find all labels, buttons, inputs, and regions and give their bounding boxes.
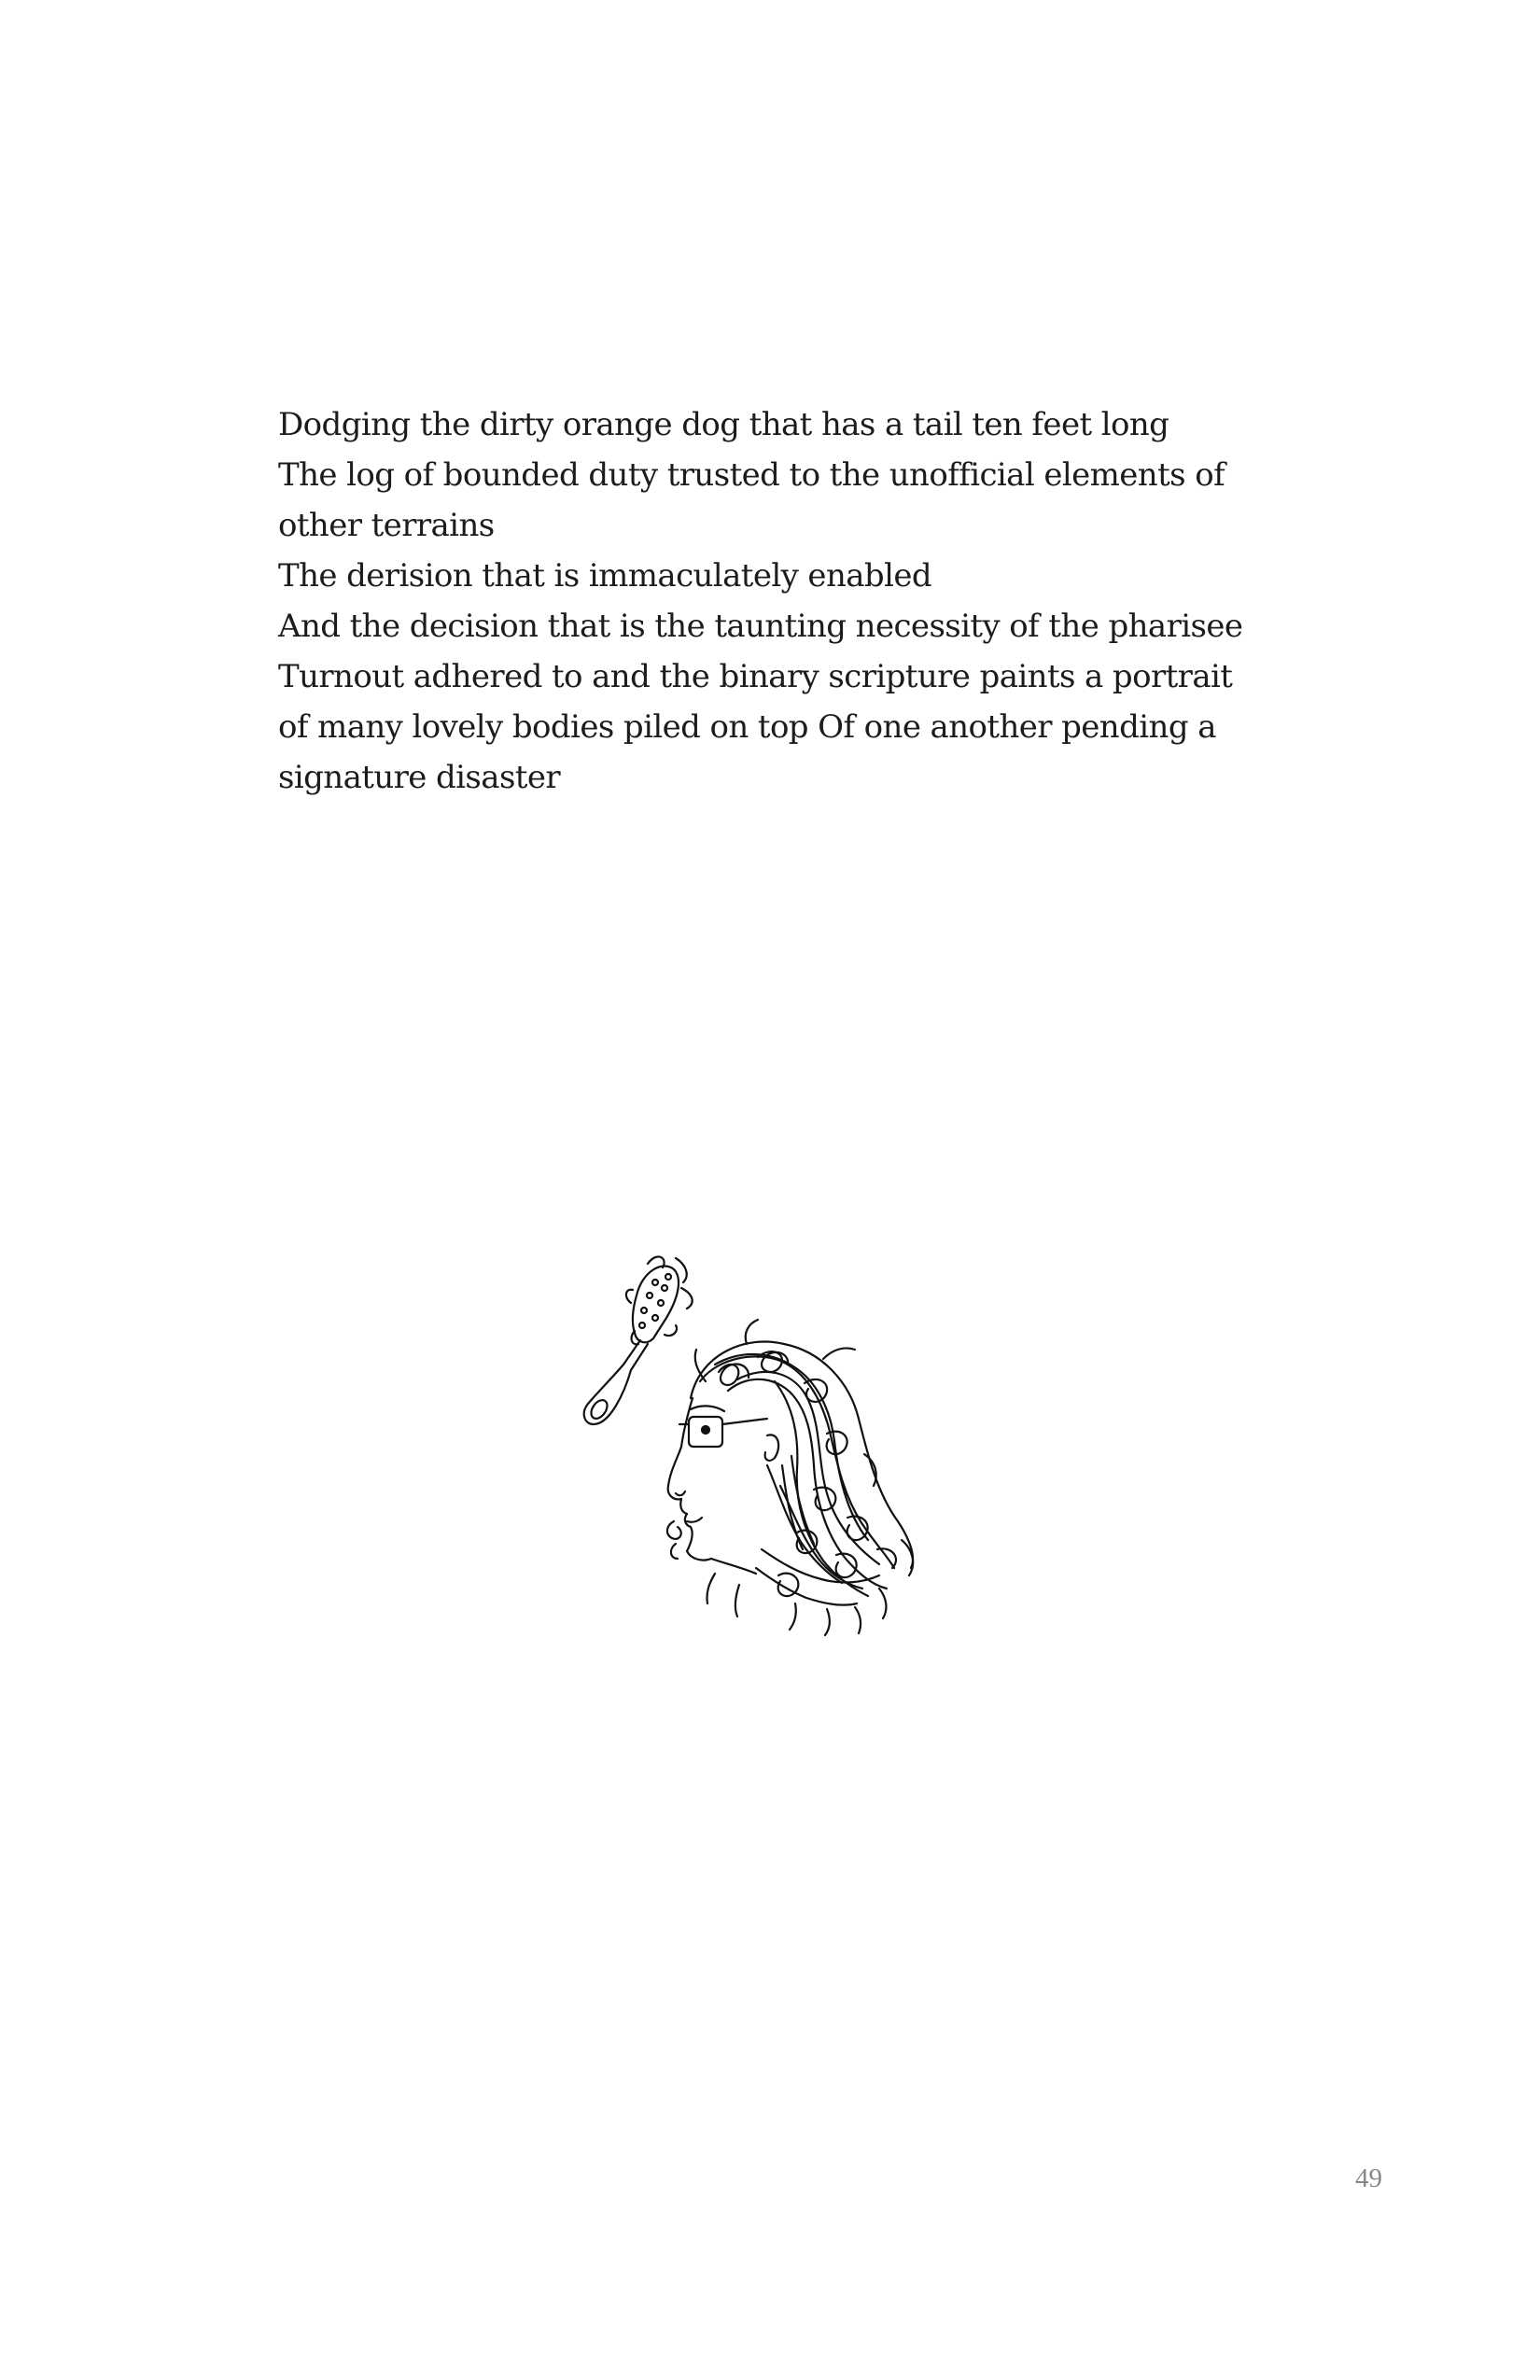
poem-line: Turnout adhered to and the binary scripture paints a portrait: [278, 658, 1233, 695]
line-drawing-illustration: [551, 1241, 971, 1689]
poem-line: And the decision that is the taunting necessity of the pharisee: [278, 608, 1243, 645]
page-number: 49: [1355, 2163, 1382, 2193]
poem-line: The derision that is immaculately enabled: [278, 557, 932, 595]
poem-line: signature disaster: [278, 759, 561, 796]
poem-line: other terrains: [278, 507, 495, 544]
poem-line: of many lovely bodies piled on top Of one another pending a: [278, 708, 1216, 746]
hairbrush-icon: [584, 1256, 693, 1424]
poem-line: The log of bounded duty trusted to the unofficial elements of: [278, 456, 1225, 494]
poem-line: Dodging the dirty orange dog that has a tail ten feet long: [278, 406, 1169, 443]
messy-haired-head-icon: [667, 1320, 913, 1635]
poem: [278, 399, 1305, 803]
